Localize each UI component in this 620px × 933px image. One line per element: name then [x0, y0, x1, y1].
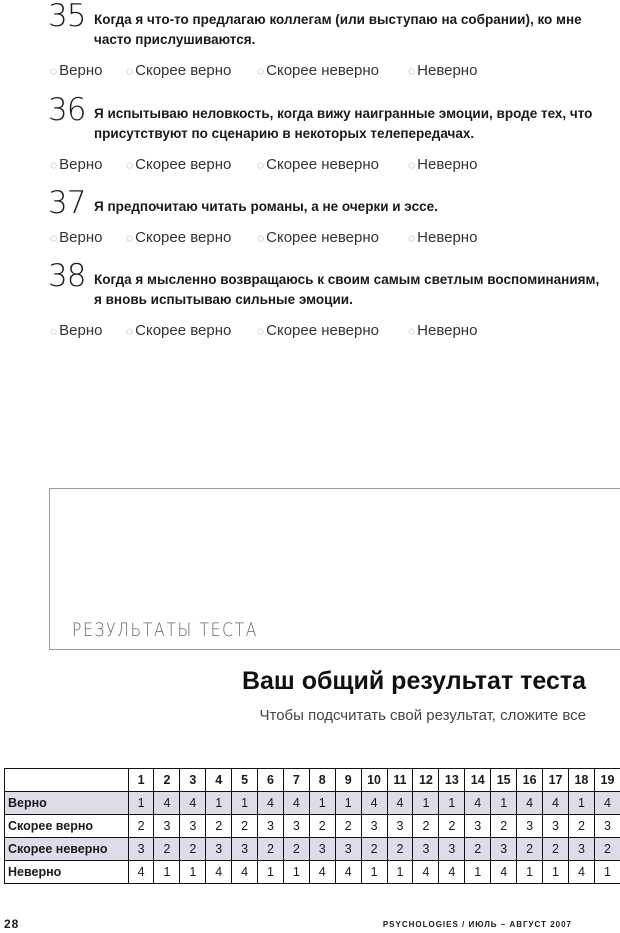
table-cell: 3 — [517, 815, 543, 838]
column-header: 13 — [439, 769, 465, 792]
question-number: 36 — [48, 92, 86, 128]
table-cell: 1 — [361, 861, 387, 884]
column-header: 11 — [387, 769, 413, 792]
results-heading: РЕЗУЛЬТАТЫ ТЕСТА — [72, 619, 259, 641]
question-header — [48, 185, 608, 221]
option-skoree-neverno[interactable] — [257, 156, 379, 173]
radio-icon[interactable]: ◌ — [257, 324, 265, 338]
option-skoree-verno[interactable] — [126, 62, 231, 79]
table-cell: 3 — [154, 815, 180, 838]
table-cell: 3 — [543, 815, 569, 838]
score-table — [4, 768, 620, 884]
radio-icon[interactable]: ◌ — [408, 64, 416, 78]
question-text: Когда я что-то предлагаю коллегам (или выступаю на собрании), ко мне часто прислушиваются. — [94, 12, 582, 47]
table-cell: 1 — [283, 861, 309, 884]
table-cell: 3 — [128, 838, 154, 861]
column-header: 1 — [128, 769, 154, 792]
table-cell: 2 — [206, 815, 232, 838]
column-header: 15 — [491, 769, 517, 792]
option-neverno[interactable] — [408, 229, 477, 246]
option-skoree-neverno[interactable] — [257, 62, 379, 79]
table-cell: 4 — [465, 792, 491, 815]
column-header: 12 — [413, 769, 439, 792]
option-label: Неверно — [417, 229, 478, 246]
results-section — [49, 488, 620, 650]
table-cell: 4 — [361, 792, 387, 815]
table-cell: 3 — [258, 815, 284, 838]
answer-options — [48, 322, 608, 340]
option-label: Скорее верно — [135, 156, 232, 173]
radio-icon[interactable]: ◌ — [50, 64, 58, 78]
column-header: 6 — [258, 769, 284, 792]
table-cell: 2 — [128, 815, 154, 838]
option-label: Скорее верно — [135, 62, 232, 79]
radio-icon[interactable]: ◌ — [257, 158, 265, 172]
question-text: Когда я мысленно возвращаюсь к своим самым светлым воспоминаниям, я вновь испытываю сильные эмоции. — [94, 272, 600, 307]
option-label: Неверно — [417, 322, 478, 339]
table-cell: 1 — [517, 861, 543, 884]
table-cell: 2 — [258, 838, 284, 861]
question-37 — [48, 185, 608, 247]
row-label: Скорее верно — [5, 815, 129, 838]
radio-icon[interactable]: ◌ — [408, 231, 416, 245]
table-cell: 4 — [568, 861, 594, 884]
radio-icon[interactable]: ◌ — [50, 158, 58, 172]
question-35 — [48, 0, 608, 80]
column-header: 16 — [517, 769, 543, 792]
table-cell: 3 — [439, 838, 465, 861]
option-label: Скорее неверно — [266, 156, 379, 173]
row-label: Скорее неверно — [5, 838, 129, 861]
option-verno[interactable] — [50, 156, 102, 173]
option-label: Неверно — [417, 62, 478, 79]
row-label: Неверно — [5, 861, 129, 884]
column-header: 18 — [568, 769, 594, 792]
table-cell: 3 — [206, 838, 232, 861]
table-cell: 2 — [232, 815, 258, 838]
radio-icon[interactable]: ◌ — [257, 64, 265, 78]
option-label: Неверно — [417, 156, 478, 173]
table-cell: 3 — [232, 838, 258, 861]
option-label: Верно — [59, 229, 103, 246]
table-cell: 1 — [543, 861, 569, 884]
table-cell: 1 — [568, 792, 594, 815]
question-number: 38 — [48, 258, 86, 294]
column-header: 3 — [180, 769, 206, 792]
question-38 — [48, 258, 608, 340]
summary-subtitle: Чтобы подсчитать свой результат, сложите все — [259, 707, 586, 724]
column-header: 17 — [543, 769, 569, 792]
table-cell: 4 — [258, 792, 284, 815]
question-header — [48, 0, 608, 50]
question-number: 35 — [48, 0, 86, 34]
option-neverno[interactable] — [408, 322, 477, 339]
table-cell: 3 — [387, 815, 413, 838]
answer-options — [48, 156, 608, 174]
table-cell: 3 — [594, 815, 620, 838]
table-cell: 4 — [594, 792, 620, 815]
table-cell: 4 — [543, 792, 569, 815]
table-cell: 2 — [361, 838, 387, 861]
table-cell: 2 — [594, 838, 620, 861]
question-header — [48, 92, 608, 144]
table-cell: 1 — [439, 792, 465, 815]
table-cell: 1 — [465, 861, 491, 884]
table-cell: 4 — [439, 861, 465, 884]
option-label: Скорее неверно — [266, 229, 379, 246]
table-cell: 4 — [309, 861, 335, 884]
column-header: 9 — [335, 769, 361, 792]
question-header — [48, 258, 608, 310]
publication-footer: PSYCHOLOGIES / ИЮЛЬ – АВГУСТ 2007 — [382, 920, 572, 929]
row-label: Верно — [5, 792, 129, 815]
radio-icon[interactable]: ◌ — [126, 158, 134, 172]
table-cell: 4 — [387, 792, 413, 815]
table-cell: 1 — [387, 861, 413, 884]
table-cell: 3 — [309, 838, 335, 861]
table-cell: 1 — [154, 861, 180, 884]
table-cell: 4 — [517, 792, 543, 815]
table-cell: 4 — [283, 792, 309, 815]
table-cell: 4 — [206, 861, 232, 884]
table-cell: 3 — [413, 838, 439, 861]
option-verno[interactable] — [50, 322, 102, 339]
option-label: Скорее верно — [135, 229, 232, 246]
radio-icon[interactable]: ◌ — [257, 231, 265, 245]
table-row — [5, 838, 620, 861]
table-cell: 2 — [387, 838, 413, 861]
option-skoree-neverno[interactable] — [257, 229, 379, 246]
table-cell: 1 — [594, 861, 620, 884]
table-cell: 2 — [465, 838, 491, 861]
question-number: 37 — [48, 185, 86, 221]
table-cell: 2 — [517, 838, 543, 861]
table-cell: 2 — [413, 815, 439, 838]
table-cell: 2 — [568, 815, 594, 838]
table-cell: 3 — [491, 838, 517, 861]
option-skoree-neverno[interactable] — [257, 322, 379, 339]
table-cell: 1 — [128, 792, 154, 815]
option-neverno[interactable] — [408, 62, 477, 79]
option-skoree-verno[interactable] — [126, 229, 231, 246]
table-cell: 2 — [180, 838, 206, 861]
table-row — [5, 815, 620, 838]
table-cell: 1 — [309, 792, 335, 815]
option-verno[interactable] — [50, 229, 102, 246]
table-cell: 1 — [180, 861, 206, 884]
radio-icon[interactable]: ◌ — [408, 158, 416, 172]
question-text: Я испытываю неловкость, когда вижу наигранные эмоции, вроде тех, что присутствуют по сценарию в некоторых телепередачах. — [94, 106, 593, 141]
table-cell: 3 — [568, 838, 594, 861]
table-cell: 3 — [465, 815, 491, 838]
option-label: Верно — [59, 156, 103, 173]
radio-icon[interactable]: ◌ — [126, 231, 134, 245]
column-header: 7 — [283, 769, 309, 792]
radio-icon[interactable]: ◌ — [126, 64, 134, 78]
column-header: 19 — [594, 769, 620, 792]
table-cell: 3 — [361, 815, 387, 838]
column-header: 8 — [309, 769, 335, 792]
table-cell: 4 — [232, 861, 258, 884]
radio-icon[interactable]: ◌ — [50, 324, 58, 338]
question-36 — [48, 92, 608, 174]
table-cell: 4 — [128, 861, 154, 884]
table-cell: 1 — [258, 861, 284, 884]
table-cell: 2 — [335, 815, 361, 838]
option-verno[interactable] — [50, 62, 102, 79]
option-skoree-verno[interactable] — [126, 156, 231, 173]
table-cell: 4 — [491, 861, 517, 884]
table-cell: 2 — [154, 838, 180, 861]
option-label: Верно — [59, 322, 103, 339]
summary-title: Ваш общий результат теста — [241, 667, 586, 695]
option-skoree-verno[interactable] — [126, 322, 231, 339]
column-header: 4 — [206, 769, 232, 792]
table-cell: 1 — [232, 792, 258, 815]
column-header: 10 — [361, 769, 387, 792]
table-cell: 2 — [439, 815, 465, 838]
table-cell: 2 — [309, 815, 335, 838]
option-label: Скорее неверно — [266, 62, 379, 79]
page-number: 28 — [4, 917, 20, 931]
table-cell: 3 — [283, 815, 309, 838]
option-label: Скорее неверно — [266, 322, 379, 339]
option-label: Верно — [59, 62, 103, 79]
table-cell: 1 — [335, 792, 361, 815]
table-row — [5, 792, 620, 815]
column-header: 14 — [465, 769, 491, 792]
column-header: 5 — [232, 769, 258, 792]
table-cell: 4 — [335, 861, 361, 884]
question-text: Я предпочитаю читать романы, а не очерки и эссе. — [94, 199, 438, 214]
option-label: Скорее верно — [135, 322, 232, 339]
radio-icon[interactable]: ◌ — [126, 324, 134, 338]
table-cell: 4 — [413, 861, 439, 884]
option-neverno[interactable] — [408, 156, 477, 173]
table-cell: 1 — [491, 792, 517, 815]
table-cell: 1 — [413, 792, 439, 815]
table-cell: 2 — [543, 838, 569, 861]
table-corner — [5, 769, 129, 792]
table-cell: 4 — [154, 792, 180, 815]
table-cell: 2 — [491, 815, 517, 838]
column-header: 2 — [154, 769, 180, 792]
table-header-row — [5, 769, 620, 792]
answer-options — [48, 62, 608, 80]
radio-icon[interactable]: ◌ — [408, 324, 416, 338]
table-row — [5, 861, 620, 884]
table-cell: 1 — [206, 792, 232, 815]
table-cell: 2 — [283, 838, 309, 861]
table-cell: 3 — [335, 838, 361, 861]
radio-icon[interactable]: ◌ — [50, 231, 58, 245]
table-cell: 4 — [180, 792, 206, 815]
answer-options — [48, 229, 608, 247]
table-cell: 3 — [180, 815, 206, 838]
